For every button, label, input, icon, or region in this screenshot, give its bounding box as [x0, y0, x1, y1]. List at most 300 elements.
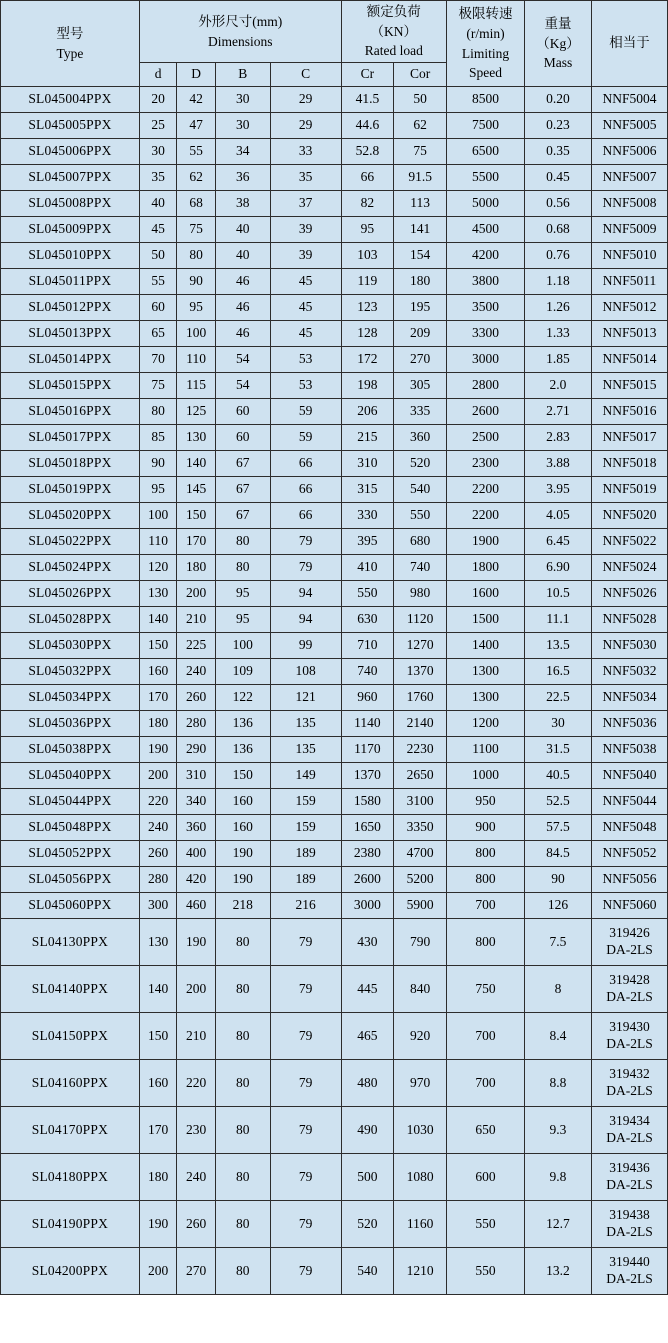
header-limiting-speed-en1: Limiting — [461, 45, 510, 61]
cell-mass: 8.4 — [525, 1013, 592, 1060]
cell-cr: 123 — [341, 295, 394, 321]
cell-C: 135 — [270, 737, 341, 763]
cell-cr: 395 — [341, 529, 394, 555]
cell-C: 159 — [270, 789, 341, 815]
cell-type: SL04130PPX — [1, 919, 140, 966]
cell-cor: 2140 — [394, 711, 447, 737]
cell-B: 80 — [215, 555, 270, 581]
cell-type: SL045038PPX — [1, 737, 140, 763]
header-equivalent: 相当于 — [591, 1, 667, 87]
cell-C: 66 — [270, 451, 341, 477]
cell-B: 54 — [215, 347, 270, 373]
cell-D: 47 — [177, 113, 216, 139]
cell-cr: 82 — [341, 191, 394, 217]
cell-D: 68 — [177, 191, 216, 217]
header-mass — [525, 1, 592, 87]
cell-C: 59 — [270, 425, 341, 451]
header-mass-en: Mass — [543, 55, 573, 71]
cell-mass: 126 — [525, 893, 592, 919]
cell-cr: 520 — [341, 1201, 394, 1248]
header-mass-unit: （Kg） — [536, 35, 580, 51]
table-row — [1, 763, 668, 789]
cell-C: 94 — [270, 581, 341, 607]
cell-speed: 1900 — [446, 529, 524, 555]
cell-B: 122 — [215, 685, 270, 711]
cell-equivalent: NNF5024 — [591, 555, 667, 581]
cell-speed: 550 — [446, 1201, 524, 1248]
cell-equivalent: NNF5038 — [591, 737, 667, 763]
cell-cr: 103 — [341, 243, 394, 269]
cell-mass: 22.5 — [525, 685, 592, 711]
cell-C: 66 — [270, 477, 341, 503]
cell-speed: 2500 — [446, 425, 524, 451]
cell-D: 140 — [177, 451, 216, 477]
table-row — [1, 633, 668, 659]
cell-type: SL045016PPX — [1, 399, 140, 425]
cell-C: 66 — [270, 503, 341, 529]
table-row — [1, 373, 668, 399]
cell-speed: 7500 — [446, 113, 524, 139]
cell-equivalent: NNF5014 — [591, 347, 667, 373]
cell-cor: 335 — [394, 399, 447, 425]
cell-type: SL04150PPX — [1, 1013, 140, 1060]
cell-cr: 44.6 — [341, 113, 394, 139]
cell-equivalent — [591, 1201, 667, 1248]
table-row — [1, 529, 668, 555]
cell-type: SL045018PPX — [1, 451, 140, 477]
cell-speed: 1500 — [446, 607, 524, 633]
table-row — [1, 1154, 668, 1201]
cell-d: 280 — [139, 867, 177, 893]
cell-C: 216 — [270, 893, 341, 919]
cell-cr: 550 — [341, 581, 394, 607]
cell-D: 115 — [177, 373, 216, 399]
cell-cor: 50 — [394, 87, 447, 113]
cell-cr: 66 — [341, 165, 394, 191]
cell-B: 160 — [215, 789, 270, 815]
cell-speed: 1100 — [446, 737, 524, 763]
cell-speed: 750 — [446, 966, 524, 1013]
cell-cr: 172 — [341, 347, 394, 373]
cell-B: 80 — [215, 529, 270, 555]
cell-equivalent-line1: 319438 — [609, 1207, 650, 1223]
cell-equivalent-line2: DA-2LS — [606, 1130, 653, 1145]
cell-d: 80 — [139, 399, 177, 425]
cell-B: 80 — [215, 1248, 270, 1295]
cell-type: SL045009PPX — [1, 217, 140, 243]
table-row — [1, 269, 668, 295]
cell-mass: 1.85 — [525, 347, 592, 373]
cell-cor: 1160 — [394, 1201, 447, 1248]
cell-d: 60 — [139, 295, 177, 321]
header-type — [1, 1, 140, 87]
cell-cor: 840 — [394, 966, 447, 1013]
cell-equivalent: NNF5004 — [591, 87, 667, 113]
cell-cr: 710 — [341, 633, 394, 659]
cell-cr: 1370 — [341, 763, 394, 789]
cell-mass: 9.8 — [525, 1154, 592, 1201]
cell-d: 75 — [139, 373, 177, 399]
cell-type: SL045019PPX — [1, 477, 140, 503]
cell-C: 39 — [270, 217, 341, 243]
cell-speed: 8500 — [446, 87, 524, 113]
cell-equivalent: NNF5007 — [591, 165, 667, 191]
cell-cor: 790 — [394, 919, 447, 966]
cell-equivalent-line1: 319428 — [609, 972, 650, 988]
cell-type: SL045048PPX — [1, 815, 140, 841]
cell-speed: 3300 — [446, 321, 524, 347]
cell-equivalent: NNF5009 — [591, 217, 667, 243]
header-limiting-speed-en2: Speed — [469, 65, 502, 81]
cell-equivalent: NNF5030 — [591, 633, 667, 659]
cell-equivalent: NNF5010 — [591, 243, 667, 269]
cell-d: 190 — [139, 737, 177, 763]
cell-type: SL045015PPX — [1, 373, 140, 399]
cell-d: 120 — [139, 555, 177, 581]
cell-equivalent: NNF5036 — [591, 711, 667, 737]
cell-type: SL045010PPX — [1, 243, 140, 269]
table-row — [1, 893, 668, 919]
cell-C: 35 — [270, 165, 341, 191]
cell-speed: 800 — [446, 841, 524, 867]
cell-cor: 540 — [394, 477, 447, 503]
cell-D: 280 — [177, 711, 216, 737]
cell-cr: 119 — [341, 269, 394, 295]
cell-D: 420 — [177, 867, 216, 893]
cell-d: 150 — [139, 633, 177, 659]
cell-d: 90 — [139, 451, 177, 477]
cell-mass: 0.20 — [525, 87, 592, 113]
cell-mass: 0.23 — [525, 113, 592, 139]
cell-C: 149 — [270, 763, 341, 789]
cell-D: 260 — [177, 685, 216, 711]
cell-d: 180 — [139, 1154, 177, 1201]
cell-d: 20 — [139, 87, 177, 113]
cell-cor: 62 — [394, 113, 447, 139]
cell-C: 53 — [270, 373, 341, 399]
header-type-cn: 型号 — [56, 25, 84, 41]
cell-cor: 680 — [394, 529, 447, 555]
cell-mass: 6.90 — [525, 555, 592, 581]
cell-mass: 0.76 — [525, 243, 592, 269]
cell-D: 225 — [177, 633, 216, 659]
cell-C: 59 — [270, 399, 341, 425]
cell-cor: 141 — [394, 217, 447, 243]
cell-cr: 1140 — [341, 711, 394, 737]
header-rated-load-en: Rated load — [364, 43, 423, 59]
cell-equivalent: NNF5016 — [591, 399, 667, 425]
cell-d: 30 — [139, 139, 177, 165]
cell-B: 150 — [215, 763, 270, 789]
cell-C: 79 — [270, 529, 341, 555]
table-row — [1, 451, 668, 477]
cell-B: 30 — [215, 87, 270, 113]
cell-cr: 740 — [341, 659, 394, 685]
cell-mass: 8 — [525, 966, 592, 1013]
cell-C: 45 — [270, 269, 341, 295]
cell-speed: 600 — [446, 1154, 524, 1201]
cell-mass: 6.45 — [525, 529, 592, 555]
cell-B: 60 — [215, 425, 270, 451]
cell-C: 39 — [270, 243, 341, 269]
cell-cor: 113 — [394, 191, 447, 217]
cell-cor: 1370 — [394, 659, 447, 685]
cell-type: SL045014PPX — [1, 347, 140, 373]
cell-equivalent — [591, 1013, 667, 1060]
cell-d: 45 — [139, 217, 177, 243]
cell-D: 400 — [177, 841, 216, 867]
cell-equivalent — [591, 919, 667, 966]
cell-cr: 128 — [341, 321, 394, 347]
cell-type: SL045056PPX — [1, 867, 140, 893]
cell-mass: 8.8 — [525, 1060, 592, 1107]
cell-speed: 1000 — [446, 763, 524, 789]
cell-mass: 3.88 — [525, 451, 592, 477]
cell-type: SL045040PPX — [1, 763, 140, 789]
cell-cor: 195 — [394, 295, 447, 321]
cell-D: 240 — [177, 1154, 216, 1201]
cell-type: SL045060PPX — [1, 893, 140, 919]
cell-cr: 410 — [341, 555, 394, 581]
cell-B: 95 — [215, 581, 270, 607]
cell-D: 310 — [177, 763, 216, 789]
cell-B: 218 — [215, 893, 270, 919]
cell-equivalent: NNF5006 — [591, 139, 667, 165]
cell-type: SL045036PPX — [1, 711, 140, 737]
cell-B: 30 — [215, 113, 270, 139]
header-dimensions-cn: 外形尺寸(mm) — [198, 13, 283, 29]
cell-mass: 0.56 — [525, 191, 592, 217]
cell-D: 190 — [177, 919, 216, 966]
cell-D: 110 — [177, 347, 216, 373]
cell-mass: 57.5 — [525, 815, 592, 841]
cell-C: 45 — [270, 321, 341, 347]
cell-speed: 800 — [446, 867, 524, 893]
cell-C: 79 — [270, 966, 341, 1013]
cell-cr: 1580 — [341, 789, 394, 815]
cell-mass: 3.95 — [525, 477, 592, 503]
cell-cr: 445 — [341, 966, 394, 1013]
cell-cor: 360 — [394, 425, 447, 451]
cell-cr: 430 — [341, 919, 394, 966]
cell-equivalent-line2: DA-2LS — [606, 1036, 653, 1051]
cell-type: SL045013PPX — [1, 321, 140, 347]
cell-speed: 6500 — [446, 139, 524, 165]
cell-C: 94 — [270, 607, 341, 633]
cell-mass: 1.26 — [525, 295, 592, 321]
cell-equivalent: NNF5011 — [591, 269, 667, 295]
cell-D: 180 — [177, 555, 216, 581]
cell-speed: 2200 — [446, 503, 524, 529]
cell-speed: 2200 — [446, 477, 524, 503]
cell-cor: 980 — [394, 581, 447, 607]
cell-D: 360 — [177, 815, 216, 841]
cell-speed: 1300 — [446, 659, 524, 685]
cell-D: 290 — [177, 737, 216, 763]
cell-cor: 2230 — [394, 737, 447, 763]
cell-B: 80 — [215, 1201, 270, 1248]
cell-B: 67 — [215, 503, 270, 529]
table-row — [1, 815, 668, 841]
cell-speed: 3500 — [446, 295, 524, 321]
cell-cor: 970 — [394, 1060, 447, 1107]
table-row — [1, 1201, 668, 1248]
cell-C: 79 — [270, 555, 341, 581]
cell-cr: 490 — [341, 1107, 394, 1154]
cell-D: 260 — [177, 1201, 216, 1248]
cell-equivalent — [591, 1154, 667, 1201]
cell-equivalent-line2: DA-2LS — [606, 989, 653, 1004]
cell-d: 50 — [139, 243, 177, 269]
cell-d: 200 — [139, 1248, 177, 1295]
cell-D: 210 — [177, 1013, 216, 1060]
cell-B: 38 — [215, 191, 270, 217]
cell-speed: 4500 — [446, 217, 524, 243]
cell-B: 80 — [215, 1060, 270, 1107]
cell-cor: 209 — [394, 321, 447, 347]
cell-cor: 91.5 — [394, 165, 447, 191]
cell-B: 46 — [215, 295, 270, 321]
cell-type: SL045004PPX — [1, 87, 140, 113]
cell-cr: 465 — [341, 1013, 394, 1060]
cell-type: SL045028PPX — [1, 607, 140, 633]
cell-mass: 31.5 — [525, 737, 592, 763]
cell-B: 80 — [215, 919, 270, 966]
cell-cr: 52.8 — [341, 139, 394, 165]
cell-cr: 630 — [341, 607, 394, 633]
cell-C: 33 — [270, 139, 341, 165]
table-row — [1, 607, 668, 633]
cell-cr: 41.5 — [341, 87, 394, 113]
cell-speed: 1400 — [446, 633, 524, 659]
cell-C: 159 — [270, 815, 341, 841]
table-row — [1, 295, 668, 321]
table-row — [1, 321, 668, 347]
cell-D: 125 — [177, 399, 216, 425]
table-row — [1, 1013, 668, 1060]
cell-speed: 3800 — [446, 269, 524, 295]
cell-speed: 550 — [446, 1248, 524, 1295]
table-row — [1, 867, 668, 893]
cell-cor: 3100 — [394, 789, 447, 815]
cell-type: SL045024PPX — [1, 555, 140, 581]
cell-mass: 90 — [525, 867, 592, 893]
cell-cor: 1080 — [394, 1154, 447, 1201]
cell-B: 80 — [215, 1013, 270, 1060]
cell-B: 34 — [215, 139, 270, 165]
cell-equivalent: NNF5008 — [591, 191, 667, 217]
cell-D: 95 — [177, 295, 216, 321]
cell-B: 80 — [215, 1154, 270, 1201]
cell-equivalent — [591, 966, 667, 1013]
table-row — [1, 87, 668, 113]
cell-D: 200 — [177, 966, 216, 1013]
cell-C: 79 — [270, 919, 341, 966]
cell-D: 62 — [177, 165, 216, 191]
cell-D: 90 — [177, 269, 216, 295]
table-body — [1, 87, 668, 1295]
cell-mass: 40.5 — [525, 763, 592, 789]
cell-speed: 700 — [446, 1013, 524, 1060]
table-header — [1, 1, 668, 87]
cell-d: 170 — [139, 1107, 177, 1154]
cell-cor: 1270 — [394, 633, 447, 659]
cell-D: 55 — [177, 139, 216, 165]
cell-cor: 550 — [394, 503, 447, 529]
cell-cr: 480 — [341, 1060, 394, 1107]
cell-type: SL045026PPX — [1, 581, 140, 607]
cell-cr: 206 — [341, 399, 394, 425]
cell-B: 36 — [215, 165, 270, 191]
cell-d: 110 — [139, 529, 177, 555]
header-sub-C: C — [270, 63, 341, 87]
cell-type: SL045005PPX — [1, 113, 140, 139]
header-sub-cr: Cr — [341, 63, 394, 87]
cell-mass: 12.7 — [525, 1201, 592, 1248]
cell-C: 99 — [270, 633, 341, 659]
cell-mass: 10.5 — [525, 581, 592, 607]
cell-type: SL045011PPX — [1, 269, 140, 295]
cell-speed: 900 — [446, 815, 524, 841]
cell-equivalent: NNF5032 — [591, 659, 667, 685]
cell-D: 150 — [177, 503, 216, 529]
cell-speed: 800 — [446, 919, 524, 966]
cell-d: 200 — [139, 763, 177, 789]
cell-D: 230 — [177, 1107, 216, 1154]
cell-B: 54 — [215, 373, 270, 399]
cell-equivalent: NNF5015 — [591, 373, 667, 399]
cell-cr: 310 — [341, 451, 394, 477]
cell-speed: 1600 — [446, 581, 524, 607]
cell-mass: 1.33 — [525, 321, 592, 347]
cell-B: 67 — [215, 477, 270, 503]
cell-C: 135 — [270, 711, 341, 737]
cell-speed: 5000 — [446, 191, 524, 217]
cell-d: 180 — [139, 711, 177, 737]
cell-d: 25 — [139, 113, 177, 139]
cell-D: 100 — [177, 321, 216, 347]
cell-equivalent: NNF5005 — [591, 113, 667, 139]
cell-D: 460 — [177, 893, 216, 919]
cell-speed: 1200 — [446, 711, 524, 737]
cell-type: SL045052PPX — [1, 841, 140, 867]
cell-d: 170 — [139, 685, 177, 711]
cell-C: 189 — [270, 867, 341, 893]
cell-type: SL045006PPX — [1, 139, 140, 165]
cell-mass: 0.35 — [525, 139, 592, 165]
cell-equivalent: NNF5022 — [591, 529, 667, 555]
header-limiting-speed — [446, 1, 524, 87]
cell-cor: 2650 — [394, 763, 447, 789]
table-row — [1, 1248, 668, 1295]
cell-type: SL045007PPX — [1, 165, 140, 191]
cell-C: 37 — [270, 191, 341, 217]
cell-d: 300 — [139, 893, 177, 919]
cell-mass: 7.5 — [525, 919, 592, 966]
header-dimensions — [139, 1, 341, 63]
header-dimensions-en: Dimensions — [207, 33, 273, 49]
cell-equivalent: NNF5028 — [591, 607, 667, 633]
cell-d: 160 — [139, 659, 177, 685]
cell-speed: 3000 — [446, 347, 524, 373]
cell-equivalent: NNF5019 — [591, 477, 667, 503]
cell-equivalent: NNF5020 — [591, 503, 667, 529]
cell-type: SL045030PPX — [1, 633, 140, 659]
table-row — [1, 399, 668, 425]
cell-cor: 1120 — [394, 607, 447, 633]
cell-D: 80 — [177, 243, 216, 269]
cell-cor: 154 — [394, 243, 447, 269]
